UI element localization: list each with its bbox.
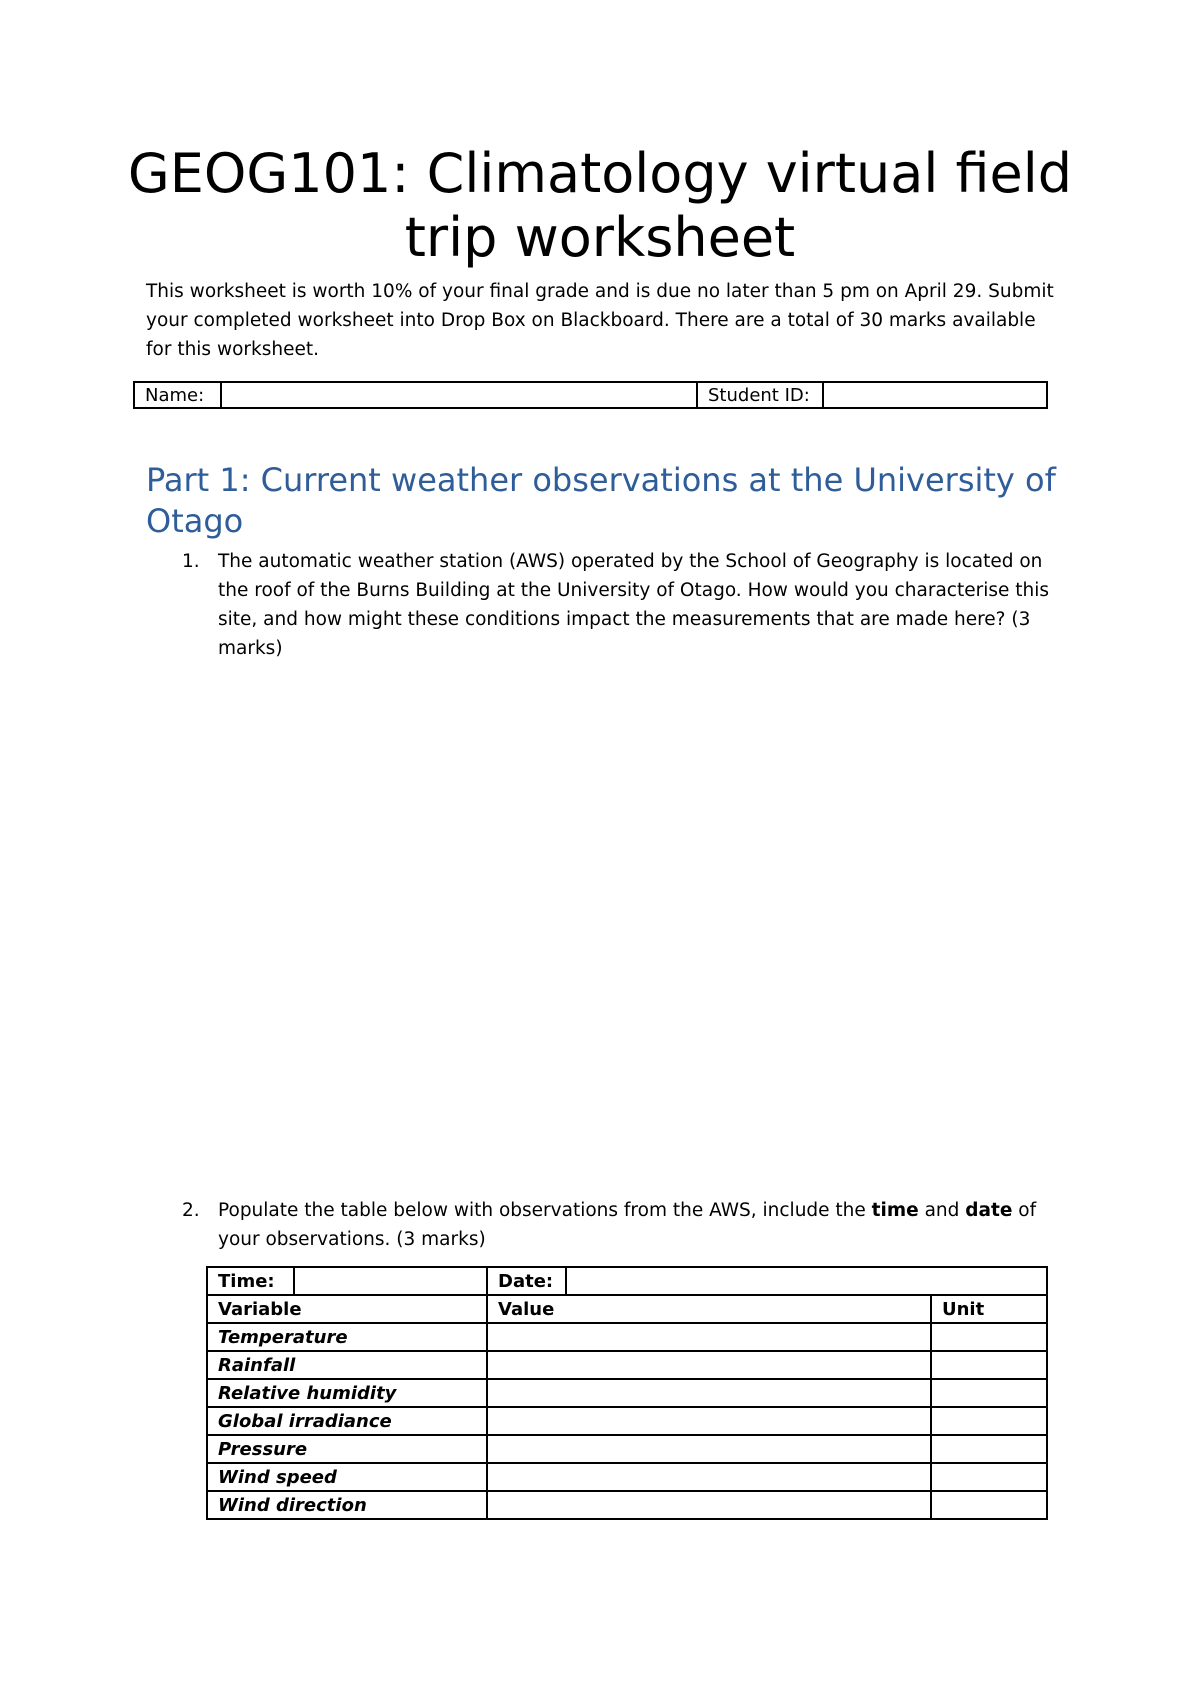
variable-cell: Temperature: [207, 1323, 487, 1351]
table-row: [207, 1435, 1047, 1463]
page-title: GEOG101: Climatology virtual field trip worksheet: [127, 142, 1073, 269]
unit-cell[interactable]: [931, 1351, 1047, 1379]
question-2: [146, 1196, 1066, 1254]
time-field[interactable]: [294, 1267, 487, 1295]
unit-cell[interactable]: [931, 1379, 1047, 1407]
question-2-date-word: date: [965, 1200, 1013, 1221]
variable-header: Variable: [207, 1295, 487, 1323]
variable-cell: Pressure: [207, 1435, 487, 1463]
question-1-text: The automatic weather station (AWS) operated by the School of Geography is located on the roof of the Burns Building at the University of Otago. How would you characterise this site, and how might these conditions impact the measurements that are made here? (3 marks): [218, 551, 1050, 659]
name-field[interactable]: [221, 382, 697, 408]
table-row: [207, 1351, 1047, 1379]
value-cell[interactable]: [487, 1463, 931, 1491]
variable-cell: Rainfall: [207, 1351, 487, 1379]
intro-paragraph: This worksheet is worth 10% of your final grade and is due no later than 5 pm on April 29. Submit your completed worksheet into Drop Box on Blackboard. There are a total of 30 marks available for this worksheet.: [146, 281, 1054, 360]
question-1-number: 1.: [182, 551, 200, 572]
table-row: [207, 1379, 1047, 1407]
question-2-text-before: Populate the table below with observations from the AWS, include the: [218, 1200, 872, 1221]
value-cell[interactable]: [487, 1351, 931, 1379]
table-row: [207, 1323, 1047, 1351]
header-row: [207, 1295, 1047, 1323]
question-2-number: 2.: [182, 1200, 200, 1221]
observations-table: [206, 1266, 1048, 1520]
student-id-table: [133, 381, 1048, 409]
time-date-row: [207, 1267, 1047, 1295]
unit-header: Unit: [931, 1295, 1047, 1323]
value-cell[interactable]: [487, 1435, 931, 1463]
unit-cell[interactable]: [931, 1463, 1047, 1491]
question-2-text-after: of your observations. (3 marks): [218, 1200, 1037, 1250]
value-cell[interactable]: [487, 1379, 931, 1407]
date-label: Date:: [487, 1267, 566, 1295]
question-2-text: [218, 1196, 1066, 1254]
table-row: [207, 1491, 1047, 1519]
table-row: [207, 1463, 1047, 1491]
variable-cell: Relative humidity: [207, 1379, 487, 1407]
variable-cell: Global irradiance: [207, 1407, 487, 1435]
date-field[interactable]: [566, 1267, 1047, 1295]
question-2-time-word: time: [871, 1200, 919, 1221]
table-row: [207, 1407, 1047, 1435]
student-id-field[interactable]: [823, 382, 1047, 408]
variable-cell: Wind speed: [207, 1463, 487, 1491]
question-2-text-and: and: [918, 1200, 966, 1221]
variable-cell: Wind direction: [207, 1491, 487, 1519]
part1-heading: Part 1: Current weather observations at the University of Otago: [146, 461, 1056, 540]
value-cell[interactable]: [487, 1491, 931, 1519]
question-1: [146, 547, 1066, 663]
unit-cell[interactable]: [931, 1407, 1047, 1435]
name-label: Name:: [134, 382, 221, 408]
unit-cell[interactable]: [931, 1435, 1047, 1463]
unit-cell[interactable]: [931, 1491, 1047, 1519]
unit-cell[interactable]: [931, 1323, 1047, 1351]
student-id-label: Student ID:: [697, 382, 823, 408]
value-cell[interactable]: [487, 1407, 931, 1435]
value-cell[interactable]: [487, 1323, 931, 1351]
time-label: Time:: [207, 1267, 294, 1295]
value-header: Value: [487, 1295, 931, 1323]
